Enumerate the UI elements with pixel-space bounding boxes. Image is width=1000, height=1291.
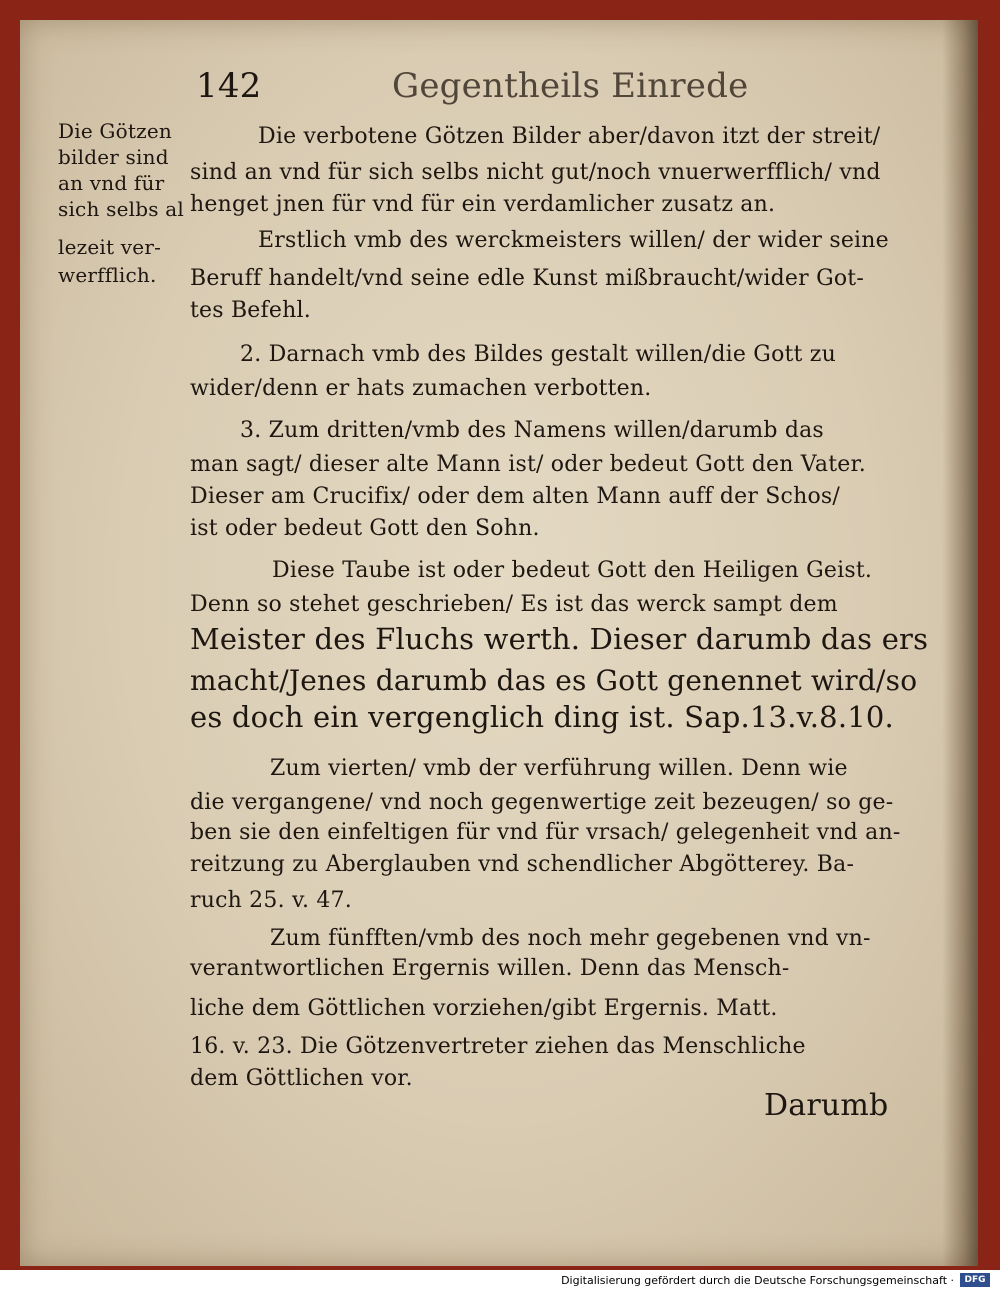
body-line: Zum vierten/ vmb der verführung willen. Denn wie <box>270 756 848 781</box>
margin-note-line: an vnd für <box>58 171 165 195</box>
margin-note-line: Die Götzen <box>58 119 172 143</box>
body-line: 2. Darnach vmb des Bildes gestalt willen/die Gott zu <box>240 342 836 367</box>
funding-credit: Digitalisierung gefördert durch die Deutsche Forschungsgemeinschaft · <box>561 1274 954 1287</box>
body-line: macht/Jenes darumb das es Gott genennet wird/so <box>190 664 918 697</box>
body-line: es doch ein vergenglich ding ist. Sap.13.v.8.10. <box>190 700 894 734</box>
body-line: reitzung zu Aberglauben vnd schendlicher Abgötterey. Ba- <box>190 852 855 877</box>
body-line: Meister des Fluchs werth. Dieser darumb das ers <box>190 622 929 656</box>
body-line: wider/denn er hats zumachen verbotten. <box>190 376 652 401</box>
body-line: 3. Zum dritten/vmb des Namens willen/darumb das <box>240 418 824 443</box>
margin-note-line: lezeit ver- <box>58 235 162 259</box>
body-line: man sagt/ dieser alte Mann ist/ oder bedeut Gott den Vater. <box>190 452 866 477</box>
margin-note-line: bilder sind <box>58 145 169 169</box>
catchword: Darumb <box>764 1088 889 1123</box>
footer-bar <box>0 1270 1000 1291</box>
dfg-logo: DFG <box>960 1273 990 1287</box>
margin-note-line: sich selbs al <box>58 197 184 221</box>
body-line: Beruff handelt/vnd seine edle Kunst mißbraucht/wider Got- <box>190 266 864 291</box>
body-line: ben sie den einfeltigen für vnd für vrsach/ gelegenheit vnd an- <box>190 820 901 845</box>
body-line: verantwortlichen Ergernis willen. Denn das Mensch- <box>190 956 790 981</box>
body-line: Diese Taube ist oder bedeut Gott den Heiligen Geist. <box>272 558 873 583</box>
body-line: Dieser am Crucifix/ oder dem alten Mann auff der Schos/ <box>190 484 840 509</box>
margin-note-line: werfflich. <box>58 263 157 287</box>
body-line: sind an vnd für sich selbs nicht gut/noch vnuerwerfflich/ vnd <box>190 160 881 185</box>
body-line: ist oder bedeut Gott den Sohn. <box>190 516 540 541</box>
page-gutter-shadow <box>942 20 978 1266</box>
page-number: 142 <box>196 66 262 106</box>
body-line: tes Befehl. <box>190 298 311 323</box>
body-line: Die verbotene Götzen Bilder aber/davon itzt der streit/ <box>258 124 881 149</box>
body-line: Denn so stehet geschrieben/ Es ist das werck sampt dem <box>190 592 838 617</box>
body-line: Zum fünfften/vmb des noch mehr gegebenen vnd vn- <box>270 926 871 951</box>
body-line: Erstlich vmb des werckmeisters willen/ der wider seine <box>258 228 889 253</box>
body-line: ruch 25. v. 47. <box>190 888 352 913</box>
body-line: dem Göttlichen vor. <box>190 1066 413 1091</box>
body-line: 16. v. 23. Die Götzenvertreter ziehen das Menschliche <box>190 1034 806 1059</box>
body-line: liche dem Göttlichen vorziehen/gibt Ergernis. Matt. <box>190 996 778 1021</box>
page-header <box>196 66 748 106</box>
running-head: Gegentheils Einrede <box>392 66 749 106</box>
body-line: henget jnen für vnd für ein verdamlicher zusatz an. <box>190 192 776 217</box>
body-line: die vergangene/ vnd noch gegenwertige zeit bezeugen/ so ge- <box>190 790 894 815</box>
